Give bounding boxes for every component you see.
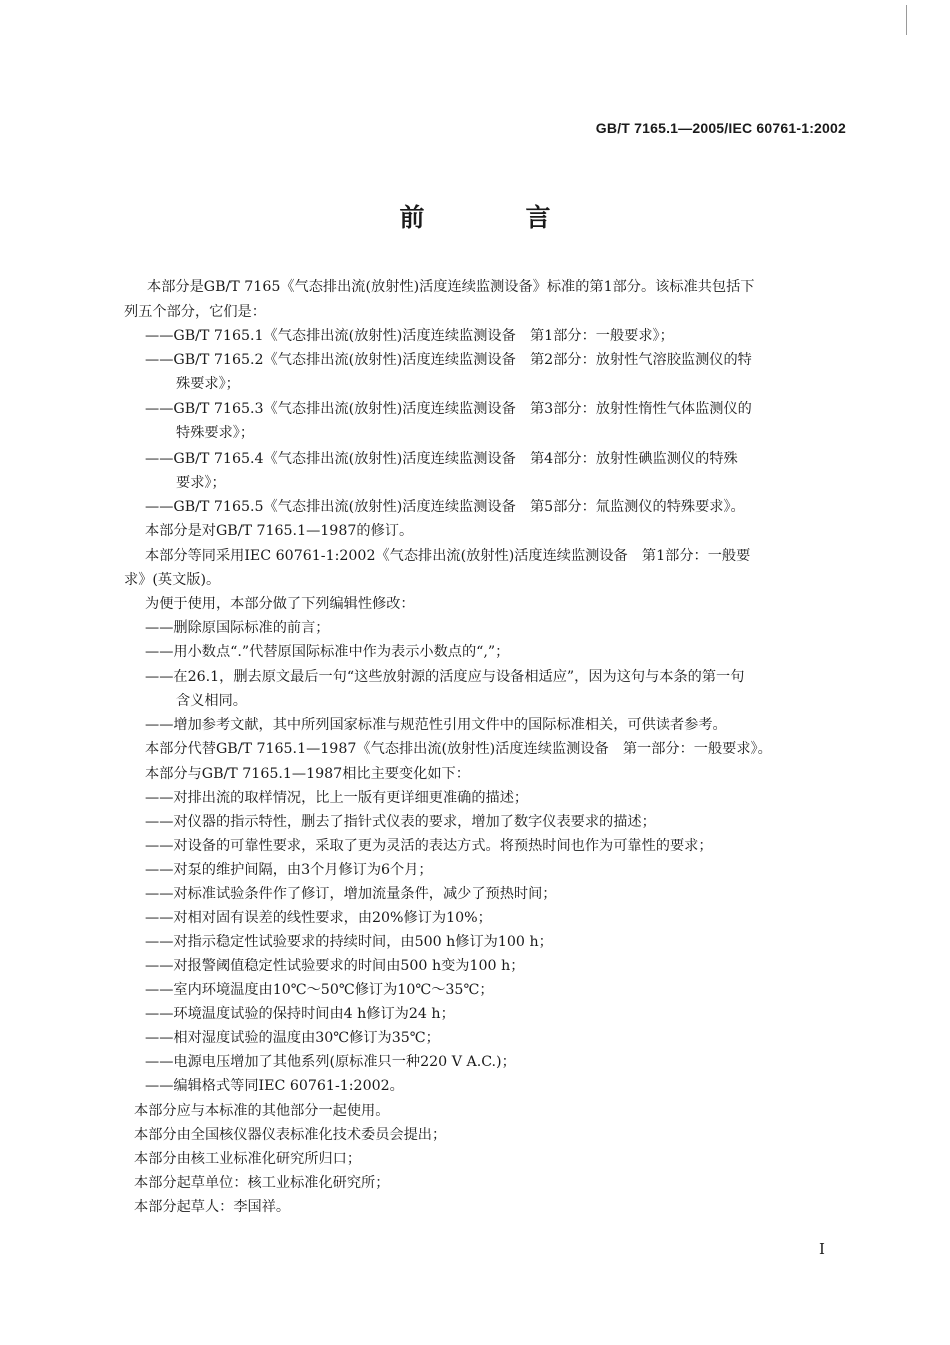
paragraph-line: 本部分代替GB/T 7165.1—1987《气态排出流(放射性)活度连续监测设备 第一部分：一般要求》。 xyxy=(145,741,772,757)
list-item-continuation: 要求》； xyxy=(176,475,226,491)
list-item: ——GB/T 7165.3《气态排出流(放射性)活度连续监测设备 第3部分：放射性惰性气体监测仪的 xyxy=(145,401,752,417)
page-title: 前 言 xyxy=(399,203,589,232)
paragraph-line: 本部分等同采用IEC 60761-1:2002《气态排出流(放射性)活度连续监测设备 第1部分：一般要 xyxy=(145,548,751,564)
paragraph-line: 本部分起草单位：核工业标准化研究所； xyxy=(134,1175,390,1191)
list-item: ——对仪器的指示特性，删去了指针式仪表的要求，增加了数字仪表要求的描述； xyxy=(145,814,656,830)
paragraph-line: 为便于使用，本部分做了下列编辑性修改： xyxy=(145,596,415,612)
paragraph-line: 本部分起草人：李国祥。 xyxy=(134,1199,291,1215)
paragraph-line: 本部分应与本标准的其他部分一起使用。 xyxy=(134,1103,390,1119)
list-item: ——在26.1，删去原文最后一句“这些放射源的活度应与设备相适应”，因为这句与本条的第一句 xyxy=(145,669,745,685)
list-item: ——对设备的可靠性要求，采取了更为灵活的表达方式。将预热时间也作为可靠性的要求； xyxy=(145,838,713,854)
paragraph-line: 本部分与GB/T 7165.1—1987相比主要变化如下： xyxy=(145,766,470,782)
paragraph-line: 列五个部分，它们是： xyxy=(124,304,266,320)
list-item: ——环境温度试验的保持时间由4 h修订为24 h； xyxy=(145,1006,455,1022)
list-item: ——编辑格式等同IEC 60761-1:2002。 xyxy=(145,1078,404,1094)
paragraph-line: 本部分由全国核仪器仪表标准化技术委员会提出； xyxy=(134,1127,447,1143)
list-item: ——GB/T 7165.4《气态排出流(放射性)活度连续监测设备 第4部分：放射性碘监测仪的特殊 xyxy=(145,451,738,467)
list-item: ——对指示稳定性试验要求的持续时间，由500 h修订为100 h； xyxy=(145,934,553,950)
list-item: ——用小数点“.”代替原国际标准中作为表示小数点的“,”； xyxy=(145,644,510,660)
paragraph-line: 本部分是GB/T 7165《气态排出流(放射性)活度连续监测设备》标准的第1部分。该标准共包括下 xyxy=(147,279,755,295)
standard-number-header: GB/T 7165.1—2005/IEC 60761-1:2002 xyxy=(595,120,846,136)
list-item: ——电源电压增加了其他系列(原标准只一种220 V A.C.)； xyxy=(145,1054,516,1070)
paragraph-line: 求》(英文版)。 xyxy=(124,572,221,588)
list-item: ——室内环境温度由10℃～50℃修订为10℃～35℃； xyxy=(145,982,494,998)
list-item: ——对泵的维护间隔，由3个月修订为6个月； xyxy=(145,862,433,878)
list-item: ——GB/T 7165.5《气态排出流(放射性)活度连续监测设备 第5部分：氚监测仪的特殊要求》。 xyxy=(145,499,745,515)
list-item: ——相对湿度试验的温度由30℃修订为35℃； xyxy=(145,1030,440,1046)
list-item-continuation: 特殊要求》； xyxy=(176,425,255,441)
list-item: ——对排出流的取样情况，比上一版有更详细更准确的描述； xyxy=(145,790,529,806)
list-item: ——删除原国际标准的前言； xyxy=(145,620,330,636)
page-number: I xyxy=(819,1240,825,1258)
list-item: ——增加参考文献，其中所列国家标准与规范性引用文件中的国际标准相关，可供读者参考。 xyxy=(145,717,727,733)
list-item-continuation: 含义相同。 xyxy=(176,693,247,709)
list-item: ——GB/T 7165.2《气态排出流(放射性)活度连续监测设备 第2部分：放射性气溶胶监测仪的特 xyxy=(145,352,752,368)
list-item: ——对标准试验条件作了修订，增加流量条件，减少了预热时间； xyxy=(145,886,557,902)
list-item-continuation: 殊要求》； xyxy=(176,376,240,392)
paragraph-line: 本部分由核工业标准化研究所归口； xyxy=(134,1151,362,1167)
list-item: ——GB/T 7165.1《气态排出流(放射性)活度连续监测设备 第1部分：一般要求》； xyxy=(145,328,674,344)
scan-margin-mark xyxy=(906,5,907,35)
list-item: ——对报警阈值稳定性试验要求的时间由500 h变为100 h； xyxy=(145,958,525,974)
paragraph-line: 本部分是对GB/T 7165.1—1987的修订。 xyxy=(145,523,414,539)
list-item: ——对相对固有误差的线性要求，由20%修订为10%； xyxy=(145,910,492,926)
